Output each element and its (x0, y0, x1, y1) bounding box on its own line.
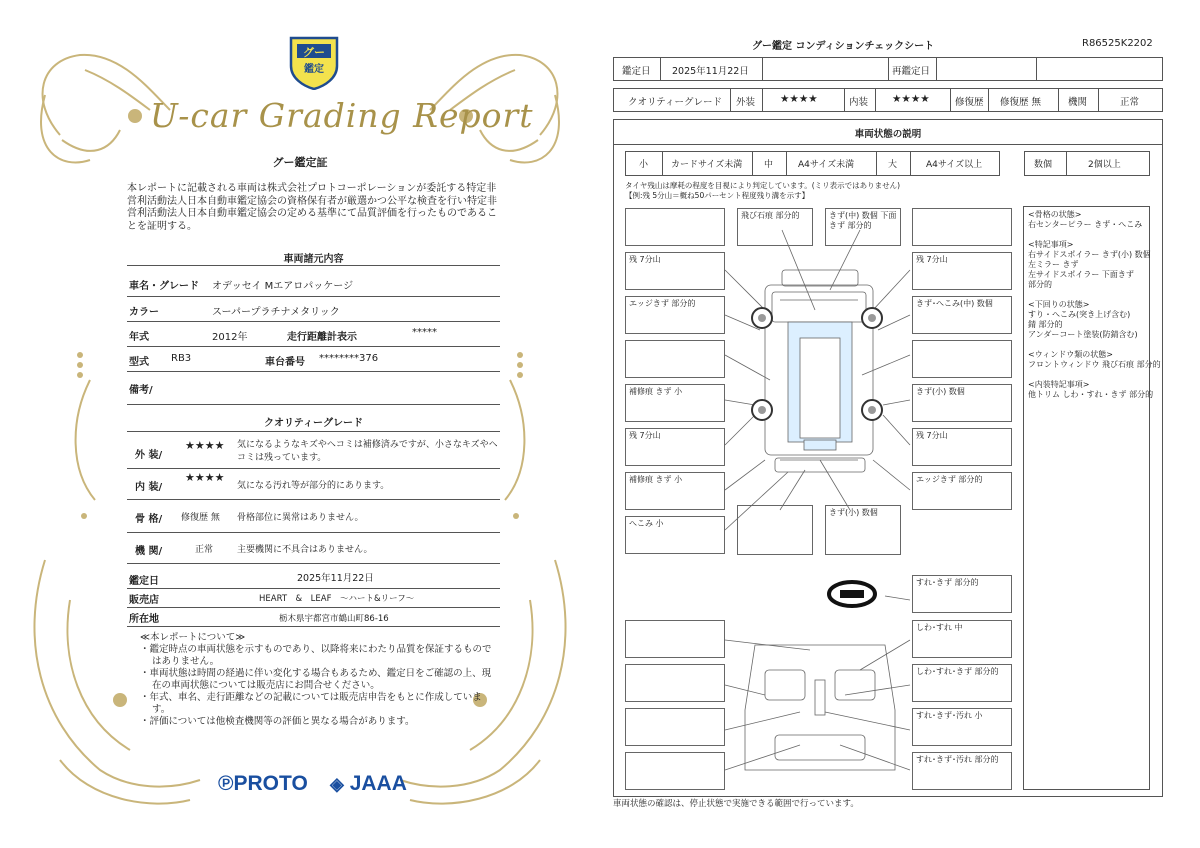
frame-value: 修復歴 無 (181, 513, 220, 523)
count-desc: 2個以上 (1088, 160, 1121, 170)
name-label: 車名・グレード (129, 281, 199, 292)
cond-box: エッジきず 部分的 (912, 472, 1012, 510)
cond-box (625, 708, 725, 746)
year-label: 年式 (129, 332, 149, 343)
cond-box (625, 340, 725, 378)
cond-box: 残 7分山 (625, 428, 725, 466)
engine-label: 機 関/ (135, 546, 163, 557)
report-id: R86525K2202 (1082, 38, 1153, 49)
interior-label: 内 装/ (135, 482, 163, 493)
name-value: オデッセイ Mエアロパッケージ (212, 281, 354, 292)
chassis-value: ********376 (319, 353, 379, 364)
size-large: 大 (888, 160, 898, 170)
r-date-value: 2025年11月22日 (672, 66, 749, 77)
interior-row (127, 469, 500, 500)
notes-heading: ≪本レポートについて≫ (140, 632, 246, 643)
reinspect-label: 再鑑定日 (892, 66, 931, 77)
grade-top-rule (127, 430, 500, 432)
note-item: ・鑑定時点の車両状態を示すものであり、以降将来にわたり品質を保証するものではありません。 (140, 644, 492, 667)
date-row (127, 566, 500, 589)
certificate-text: 本レポートに記載される車両は株式会社プロトコーポレーションが委託する特定非営利活動法人日本自動車鑑定協会の資格保有者が厳選かつ公平な検査を行い特定非営利活動法人日本自動車鑑定協会の定める基準にて品質評価を行ったものであることを証明する。 (127, 183, 497, 232)
name-row (127, 272, 500, 297)
color-label: カラー (129, 307, 159, 318)
spec-top-rule (127, 264, 500, 266)
cond-box: エッジきず 部分的 (625, 296, 725, 334)
check-sheet-title: グー鑑定 コンディションチェックシート (752, 41, 935, 52)
cond-box (625, 664, 725, 702)
engine-row (127, 533, 500, 564)
tire-note-1: タイヤ残山は摩耗の程度を目視により判定しています。(ミリ表示ではありません) (625, 181, 901, 190)
r-qg-label: クオリティーグレード (628, 97, 723, 108)
model-value: RB3 (171, 353, 192, 364)
cond-box: へこみ 小 (625, 516, 725, 554)
tire-note-2: 【例:残 5分山＝概ね50パーセント程度残り溝を示す】 (625, 191, 810, 200)
exterior-label: 外 装/ (135, 450, 163, 461)
cond-box: 残 7分山 (912, 428, 1012, 466)
cond-box: 補修痕 きず 小 (625, 384, 725, 422)
r-engine-value: 正常 (1120, 97, 1140, 108)
cond-box: きず(小) 数個 (825, 505, 901, 555)
cond-box: すれ･きず･汚れ 部分的 (912, 752, 1012, 790)
frame-row (127, 500, 500, 533)
svg-text:鑑定: 鑑定 (304, 64, 324, 75)
r-ext-label: 外装 (736, 97, 756, 108)
spec-heading: 車両諸元内容 (283, 254, 344, 265)
cond-box: 残 7分山 (625, 252, 725, 290)
chassis-label: 車台番号 (265, 357, 305, 368)
interior-stars: ★★★★ (185, 471, 225, 484)
shop-row (127, 589, 500, 608)
note-item: ・年式、車名、走行距離などの記載については販売店申告をもとに作成しています。 (140, 692, 482, 715)
proto-logo: ℗PROTO (218, 772, 308, 795)
count-label: 数個 (1034, 160, 1053, 170)
r-engine-label: 機関 (1068, 97, 1088, 108)
color-value: スーパープラチナメタリック (212, 307, 340, 318)
exterior-stars: ★★★★ (185, 439, 225, 452)
cond-box: きず(中) 数個 下面きず 部分的 (825, 208, 901, 246)
cond-box (625, 208, 725, 246)
interior-text: 気になる汚れ等が部分的にあります。 (237, 481, 390, 491)
cond-box: きず･へこみ(中) 数個 (912, 296, 1012, 334)
date-label: 鑑定日 (129, 576, 159, 587)
steering-wheel-icon (829, 582, 875, 606)
cond-box: すれ･きず 部分的 (912, 575, 1012, 613)
size-small: 小 (639, 160, 649, 170)
color-row (127, 297, 500, 322)
condition-heading: 車両状態の説明 (854, 129, 922, 140)
cond-box: しわ･すれ･きず 部分的 (912, 664, 1012, 702)
report-notes (140, 632, 500, 728)
r-int-label: 内装 (849, 97, 869, 108)
r-int-stars: ★★★★ (892, 93, 930, 105)
size-mid: 中 (764, 160, 774, 170)
cond-box (625, 620, 725, 658)
engine-text: 主要機関に不具合はありません。 (237, 545, 373, 555)
size-small-desc: カードサイズ未満 (671, 160, 743, 170)
exterior-row (127, 436, 500, 469)
model-label: 型式 (129, 357, 149, 368)
goo-badge-icon (285, 34, 343, 90)
frame-text: 骨格部位に異常はありません。 (237, 513, 364, 523)
cond-box (912, 208, 1012, 246)
svg-text:グー: グー (303, 46, 325, 59)
year-row (127, 322, 500, 347)
model-row (127, 347, 500, 372)
address-label: 所在地 (129, 614, 159, 625)
engine-value: 正常 (195, 545, 214, 555)
shop-label: 販売店 (129, 595, 159, 606)
date-value: 2025年11月22日 (297, 573, 374, 584)
cond-box: 飛び石痕 部分的 (737, 208, 813, 246)
cond-box (737, 505, 813, 555)
footnote: 車両状態の確認は、停止状態で実施できる範囲で行っています。 (613, 799, 859, 809)
cond-box: きず(小) 数個 (912, 384, 1012, 422)
r-date-label: 鑑定日 (622, 66, 651, 77)
cond-box (912, 340, 1012, 378)
note-item: ・評価については他検査機関等の評価と異なる場合があります。 (140, 716, 415, 727)
frame-label: 骨 格/ (135, 514, 163, 525)
r-ext-stars: ★★★★ (780, 93, 818, 105)
r-repair-value: 修復歴 無 (1000, 97, 1042, 108)
jaaa-logo: ◈ JAAA (330, 772, 407, 795)
odometer-value: ***** (412, 327, 437, 338)
cond-box: 残 7分山 (912, 252, 1012, 290)
cond-box: 補修痕 きず 小 (625, 472, 725, 510)
year-value: 2012年 (212, 332, 248, 343)
address-row (127, 608, 500, 627)
cond-box (625, 752, 725, 790)
odometer-label: 走行距離計表示 (287, 332, 357, 343)
size-mid-desc: A4サイズ未満 (798, 160, 855, 170)
r-repair-label: 修復歴 (955, 97, 984, 108)
address-value: 栃木県宇都宮市鶴山町86-16 (279, 614, 389, 624)
cond-box: すれ･きず･汚れ 小 (912, 708, 1012, 746)
size-large-desc: A4サイズ以上 (926, 160, 983, 170)
condition-legend: <骨格の状態> 右センターピラー きず・へこみ <特記事項> 右サイドスポイラー きず(小) 数個 左ミラー きず 左サイドスポイラー 下面きず 部分的 <下回りの状態> すり・へこみ(突き上げ含む) 錆 部分的 アンダーコート塗装(防錆含む) <ウィンドウ類の状態> フロントウィンドウ 飛び石痕 部分的 <内装特記事項> 他トリム しわ・すれ・きず 部分的 (1028, 210, 1161, 399)
remarks-row (127, 372, 500, 405)
shop-value: HEART & LEAF ～ハート&リーフ～ (259, 594, 415, 604)
report-script-title: U-car Grading Report (150, 96, 534, 135)
note-item: ・車両状態は時間の経過に伴い変化する場合もあるため、鑑定日をご確認の上、現在の車両状態については販売店にお問合せください。 (140, 668, 492, 691)
certificate-title: グー鑑定証 (272, 156, 328, 169)
remarks-label: 備考/ (129, 385, 153, 396)
grade-heading: クオリティーグレード (264, 418, 363, 429)
cond-box: しわ･すれ 中 (912, 620, 1012, 658)
exterior-text: 気になるようなキズやヘコミは補修済みですが、小さなキズやヘコミは残っています。 (237, 440, 498, 463)
